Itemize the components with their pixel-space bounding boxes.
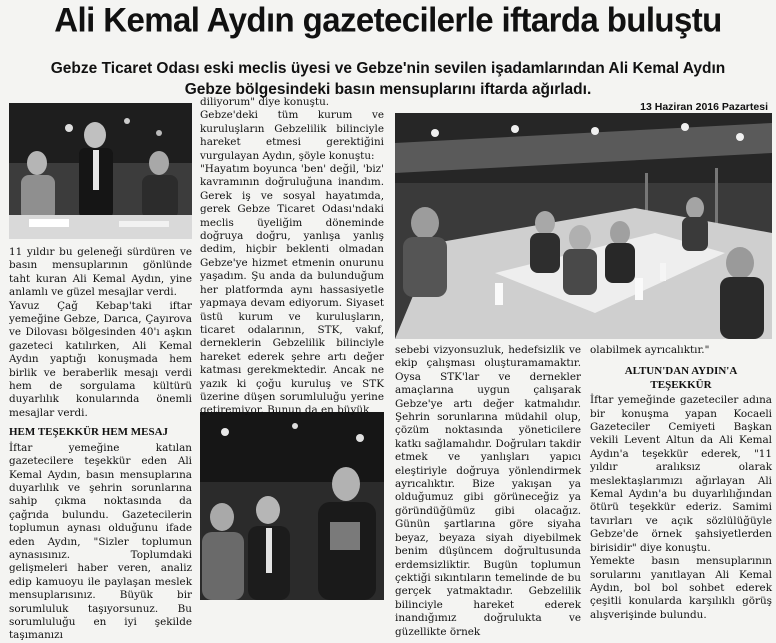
col2-paragraph-3: "Hayatım boyunca 'ben' değil, 'biz' kavramının doğruluğuna inandım. Gerek iş ve sosyal hayatımda, gerek Gebze Ticaret Odası'ndaki meclis üyeliğim döneminde doğruya doğru, yanlışa yanlış dedim, hiçbir beklenti olmadan Gebze'ye hizmet etmenin onurunu yaşadım. Şu anda da bulunduğum her platformda aynı hassasiyetle yapmaya devam ediyorum. Siyaset üstü kurum ve kuruluşların, ticaret odalarının, STK, vakıf, derneklerin Gebzelilik bilinciyle hareket ederek şehre artı değer katması gerekmektedir. Ancak ne yazık ki çoğu kuruluş ve STK üzerine düşen sorumluluğu yerine getiremiyor. Bunun da en büyük [200, 163, 384, 417]
photo-host-at-table [9, 103, 192, 239]
col2-paragraph-1: diliyorum" diye konuştu. [200, 96, 330, 108]
column-4 [590, 344, 772, 622]
photo-banquet-hall [395, 113, 772, 339]
col1-section-heading: HEM TEŞEKKÜR HEM MESAJ [9, 426, 169, 439]
col4-paragraph-2: İftar yemeğinde gazeteciler adına bir konuşma yapan Kocaeli Gazeteciler Cemiyeti Başkan vekili Levent Altun da Ali Kemal Aydın'a teşekkür ederek, "11 yıldır aralıksız olarak meslektaşlarımızı ağırlayan Ali Kemal Aydın'a bu duyarlılığından ötürü teşekkür ederiz. Samimi tavırları ve açık sözlülüğüyle Gebze'de örnek şahsiyetlerden birisidir" diye konuştu. [590, 394, 772, 554]
col4-heading-line-1: ALTUN'DAN AYDIN'A [624, 365, 738, 378]
col1-paragraph-3: İftar yemeğine katılan gazetecilere teşekkür eden Ali Kemal Aydın, basın mensuplarına duyarlılık ve şehrin sorunlarına sahip çıkma noktasında da çağrıda bulundu. Gazetecilerin toplumun aynası olduğunu ifade eden Aydın, "Sizler toplumun aynasısınız. Toplumdaki gelişmeleri haber veren, analiz edip kamuoyu ile paylaşan meslek mensuplarısınız. Büyük bir sorumluluk taşıyorsunuz. Bu sorumluluğu en iyi şekilde taşımanızı [9, 441, 192, 642]
issue-date: 13 Haziran 2016 Pazartesi [640, 101, 768, 113]
subhead-line-2: Gebze bölgesindeki basın mensuplarını iftarda ağırladı. [184, 81, 592, 98]
col4-heading-line-2: TEŞEKKÜR [650, 378, 712, 391]
col3-paragraph-1: sebebi vizyonsuzluk, hedefsizlik ve ekip çalışması oluşturamamaktır. Oysa STK'lar ve dernekler amaçlarına uygun çalışarak Gebze'ye artı değer katmalıdır. Şehrin sorunlarına müdahil olup, çözüm noktasında yöneticilere katkı sağlamalıdır. Doğruları takdir etmek ve yanlışları yapıcı eleştiriyle doğruya yönlendirmek ayrıcalıktır. Bize yakışan ya olduğumuz gibi görüneceğiz ya göründüğümüz gibi olacağız. Günün şartlarına göre siyaha beyaz, beyaza siyah diyebilmek benim düşüncem doğrultusunda erdemsizliktir. Bugün toplumun çektiği sıkıntıların temelinde de bu gerçek yatmaktadır. Gebzelilik bilinciyle hareket ederek inandığımız doğrulukta ve güzellikte örnek [395, 344, 582, 638]
column-1 [9, 246, 192, 643]
col4-paragraph-1: olabilmek ayrıcalıktır." [590, 344, 710, 356]
col2-paragraph-2: Gebze'deki tüm kurum ve kuruluşların Gebzelilik bilinciyle hareket etmesi gerektiğini vurgulayan Aydın, şöyle konuştu: [200, 109, 384, 162]
col4-paragraph-3: Yemekte basın mensuplarının sorularını yanıtlayan Ali Kemal Aydın, bol bol sohbet ederek çeşitli konularda karşılıklı görüş alışverişinde bulundu. [590, 555, 772, 621]
col4-section-heading [590, 365, 772, 392]
subhead [0, 58, 776, 100]
photo-group-men [200, 412, 384, 600]
headline: Ali Kemal Aydın gazetecilerle iftarda buluştu [54, 0, 722, 39]
col1-paragraph-2: Yavuz Çağ Kebap'taki iftar yemeğine Gebze, Darıca, Çayırova ve Dilovası bölgesinden 40'ı aşkın gazeteci katılırken, Ali Kemal Aydın yaptığı konuşmada hem birlik ve beraberlik mesajı verdi hem de sorgulama kültürü duyarlılık konularında önemli mesajlar verdi. [9, 299, 192, 419]
column-3 [395, 344, 581, 639]
subhead-line-1: Gebze Ticaret Odası eski meclis üyesi ve Gebze'nin sevilen işadamlarından Ali Kemal Aydın [50, 60, 726, 77]
col1-paragraph-1: 11 yıldır bu geleneği sürdüren ve basın mensuplarının gönlünde taht kuran Ali Kemal Aydın, yine anlamlı ve güzel mesajlar verdi. [9, 246, 192, 299]
column-2 [200, 96, 384, 418]
